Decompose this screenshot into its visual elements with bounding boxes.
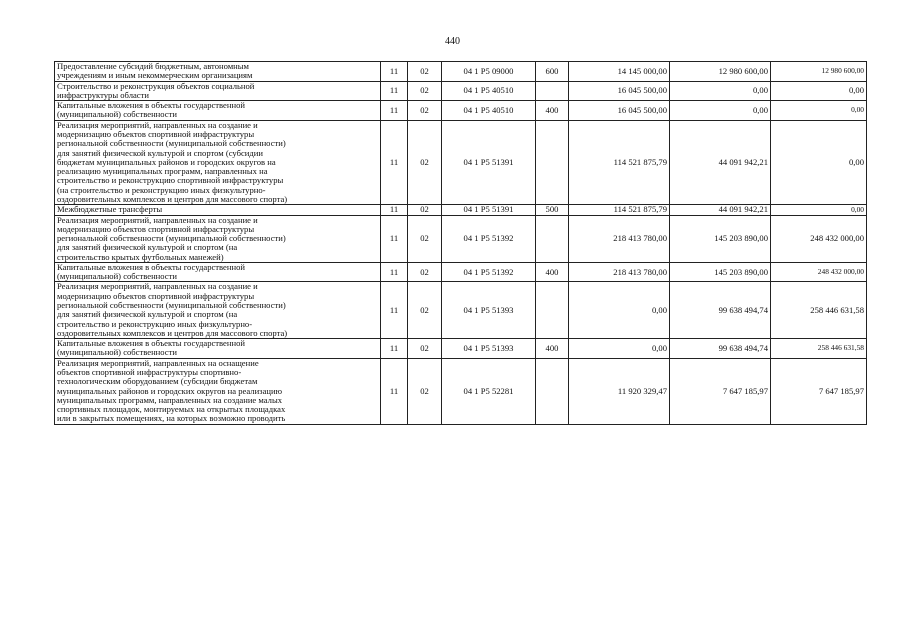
row-name-line: объектов спортивной инфраструктуры спортивно-: [57, 367, 242, 377]
row-name-line: Межбюджетные трансферты: [57, 204, 163, 215]
section-code-cell: 11: [381, 62, 408, 82]
row-name-line: (муниципальной) собственности: [57, 109, 177, 120]
amount-year-2-cell: 99 638 494,74: [670, 282, 771, 339]
row-name: [55, 205, 381, 215]
amount-year-3-cell: 0,00: [771, 205, 867, 215]
row-name: [55, 81, 381, 101]
section-code-cell: 11: [381, 358, 408, 424]
amount-year-3-cell: 0,00: [771, 81, 867, 101]
expense-type-code-cell: 400: [536, 262, 569, 282]
row-name: [55, 101, 381, 121]
table-row: [55, 282, 867, 339]
amount-year-3-cell: 12 980 600,00: [771, 62, 867, 82]
subsection-code-cell: 02: [408, 101, 442, 121]
table-body: [55, 62, 867, 425]
amount-year-3-cell: 258 446 631,58: [771, 282, 867, 339]
amount-year-1-cell: 218 413 780,00: [569, 215, 670, 262]
row-name-line: муниципальных районов и городских округов на реализацию: [57, 385, 283, 396]
row-name-line: Реализация мероприятий, направленных на создание и: [57, 215, 258, 225]
row-name-line: Реализация мероприятий, направленных на создание и: [57, 120, 258, 130]
table-row: [55, 205, 867, 215]
row-name: [55, 120, 381, 205]
amount-year-2-cell: 12 980 600,00: [670, 62, 771, 82]
row-name-line: модернизацию объектов спортивной инфраструктуры: [57, 128, 255, 139]
expense-type-code-cell: 600: [536, 62, 569, 82]
row-name-line: Предоставление субсидий бюджетным, автономным: [57, 61, 249, 71]
subsection-code-cell: 02: [408, 358, 442, 424]
row-name-line: (муниципальной) собственности: [57, 347, 177, 358]
row-name: [55, 282, 381, 339]
amount-year-2-cell: 7 647 185,97: [670, 358, 771, 424]
subsection-code-cell: 02: [408, 339, 442, 359]
row-name-line: региональной собственности (муниципальной собственности): [57, 300, 286, 311]
amount-year-2-cell: 0,00: [670, 81, 771, 101]
row-name-line: оздоровительных комплексов и центров для массового спорта): [57, 327, 288, 338]
amount-year-3-cell: 258 446 631,58: [771, 339, 867, 359]
row-name-line: реализацию муниципальных программ, направленных на: [57, 166, 268, 177]
row-name: [55, 215, 381, 262]
subsection-code-cell: 02: [408, 81, 442, 101]
amount-year-1-cell: 14 145 000,00: [569, 62, 670, 82]
expense-type-code-cell: [536, 215, 569, 262]
target-article-code-cell: 04 1 P5 40510: [442, 101, 536, 121]
page-number: 440: [445, 36, 460, 47]
amount-year-1-cell: 16 045 500,00: [569, 101, 670, 121]
table-row: [55, 62, 867, 82]
row-name-line: модернизацию объектов спортивной инфраструктуры: [57, 290, 255, 301]
amount-year-1-cell: 114 521 875,79: [569, 205, 670, 215]
row-name-line: Строительство и реконструкция объектов социальной: [57, 81, 255, 91]
row-name-line: для занятий физической культурой и спортом (на: [57, 242, 238, 253]
table-row: [55, 120, 867, 205]
subsection-code-cell: 02: [408, 62, 442, 82]
row-name-line: муниципальных программ, направленных на создание малых: [57, 394, 283, 405]
expense-type-code-cell: [536, 81, 569, 101]
target-article-code-cell: 04 1 P5 40510: [442, 81, 536, 101]
table-row: [55, 215, 867, 262]
row-name-line: оздоровительных комплексов и центров для массового спорта): [57, 193, 288, 204]
table-row: [55, 101, 867, 121]
table-row: [55, 339, 867, 359]
expense-type-code-cell: [536, 120, 569, 205]
expense-type-code-cell: 500: [536, 205, 569, 215]
amount-year-2-cell: 99 638 494,74: [670, 339, 771, 359]
row-name: [55, 358, 381, 424]
target-article-code-cell: 04 1 P5 09000: [442, 62, 536, 82]
table-row: [55, 81, 867, 101]
amount-year-3-cell: 7 647 185,97: [771, 358, 867, 424]
section-code-cell: 11: [381, 215, 408, 262]
row-name: [55, 262, 381, 282]
target-article-code-cell: 04 1 P5 51393: [442, 339, 536, 359]
amount-year-1-cell: 0,00: [569, 282, 670, 339]
amount-year-1-cell: 16 045 500,00: [569, 81, 670, 101]
amount-year-1-cell: 218 413 780,00: [569, 262, 670, 282]
table-row: [55, 358, 867, 424]
expense-type-code-cell: [536, 282, 569, 339]
row-name-line: учреждениям и иным некоммерческим организациям: [57, 70, 253, 81]
row-name: [55, 62, 381, 82]
row-name-line: (на строительство и реконструкцию иных физкультурно-: [57, 184, 266, 195]
amount-year-2-cell: 44 091 942,21: [670, 120, 771, 205]
section-code-cell: 11: [381, 282, 408, 339]
amount-year-3-cell: 248 432 000,00: [771, 215, 867, 262]
target-article-code-cell: 04 1 P5 51392: [442, 262, 536, 282]
section-code-cell: 11: [381, 262, 408, 282]
amount-year-2-cell: 145 203 890,00: [670, 215, 771, 262]
subsection-code-cell: 02: [408, 262, 442, 282]
target-article-code-cell: 04 1 P5 51392: [442, 215, 536, 262]
target-article-code-cell: 04 1 P5 51391: [442, 205, 536, 215]
section-code-cell: 11: [381, 120, 408, 205]
subsection-code-cell: 02: [408, 120, 442, 205]
target-article-code-cell: 04 1 P5 51393: [442, 282, 536, 339]
row-name-line: технологическим оборудованием (субсидии бюджетам: [57, 376, 258, 387]
amount-year-2-cell: 0,00: [670, 101, 771, 121]
section-code-cell: 11: [381, 101, 408, 121]
section-code-cell: 11: [381, 339, 408, 359]
target-article-code-cell: 04 1 P5 51391: [442, 120, 536, 205]
subsection-code-cell: 02: [408, 205, 442, 215]
amount-year-1-cell: 114 521 875,79: [569, 120, 670, 205]
row-name-line: Реализация мероприятий, направленных на создание и: [57, 281, 258, 292]
subsection-code-cell: 02: [408, 282, 442, 339]
row-name-line: для занятий физической культурой и спортом (субсидии: [57, 147, 263, 158]
amount-year-1-cell: 0,00: [569, 339, 670, 359]
section-code-cell: 11: [381, 205, 408, 215]
row-name-line: или в закрытых помещениях, на которых возможно проводить: [57, 413, 286, 424]
amount-year-3-cell: 0,00: [771, 101, 867, 121]
row-name-line: Капитальные вложения в объекты государственной: [57, 262, 245, 272]
row-name-line: региональной собственности (муниципальной собственности): [57, 138, 286, 149]
row-name-line: региональной собственности (муниципальной собственности): [57, 233, 286, 244]
row-name-line: строительство и реконструкцию иных физкультурно-: [57, 318, 253, 329]
row-name-line: спортивных площадок, монтируемых на открытых площадках: [57, 404, 286, 415]
expense-type-code-cell: [536, 358, 569, 424]
row-name-line: строительство крытых футбольных манежей): [57, 251, 224, 262]
row-name-line: (муниципальной) собственности: [57, 271, 177, 282]
row-name-line: бюджетам муниципальных районов и городских округов на: [57, 156, 276, 167]
subsection-code-cell: 02: [408, 215, 442, 262]
expense-type-code-cell: 400: [536, 339, 569, 359]
target-article-code-cell: 04 1 P5 52281: [442, 358, 536, 424]
amount-year-3-cell: 0,00: [771, 120, 867, 205]
table-row: [55, 262, 867, 282]
row-name-line: Капитальные вложения в объекты государственной: [57, 338, 245, 349]
budget-table: [54, 61, 867, 425]
expense-type-code-cell: 400: [536, 101, 569, 121]
row-name-line: строительство и реконструкцию спортивной инфраструктуры: [57, 175, 284, 186]
amount-year-2-cell: 44 091 942,21: [670, 205, 771, 215]
row-name-line: Капитальные вложения в объекты государственной: [57, 100, 245, 111]
row-name-line: Реализация мероприятий, направленных на оснащение: [57, 358, 259, 368]
section-code-cell: 11: [381, 81, 408, 101]
row-name-line: модернизацию объектов спортивной инфраструктуры: [57, 223, 255, 234]
row-name-line: инфраструктуры области: [57, 89, 149, 100]
row-name: [55, 339, 381, 359]
row-name-line: для занятий физической культурой и спортом (на: [57, 309, 238, 320]
amount-year-2-cell: 145 203 890,00: [670, 262, 771, 282]
amount-year-3-cell: 248 432 000,00: [771, 262, 867, 282]
amount-year-1-cell: 11 920 329,47: [569, 358, 670, 424]
